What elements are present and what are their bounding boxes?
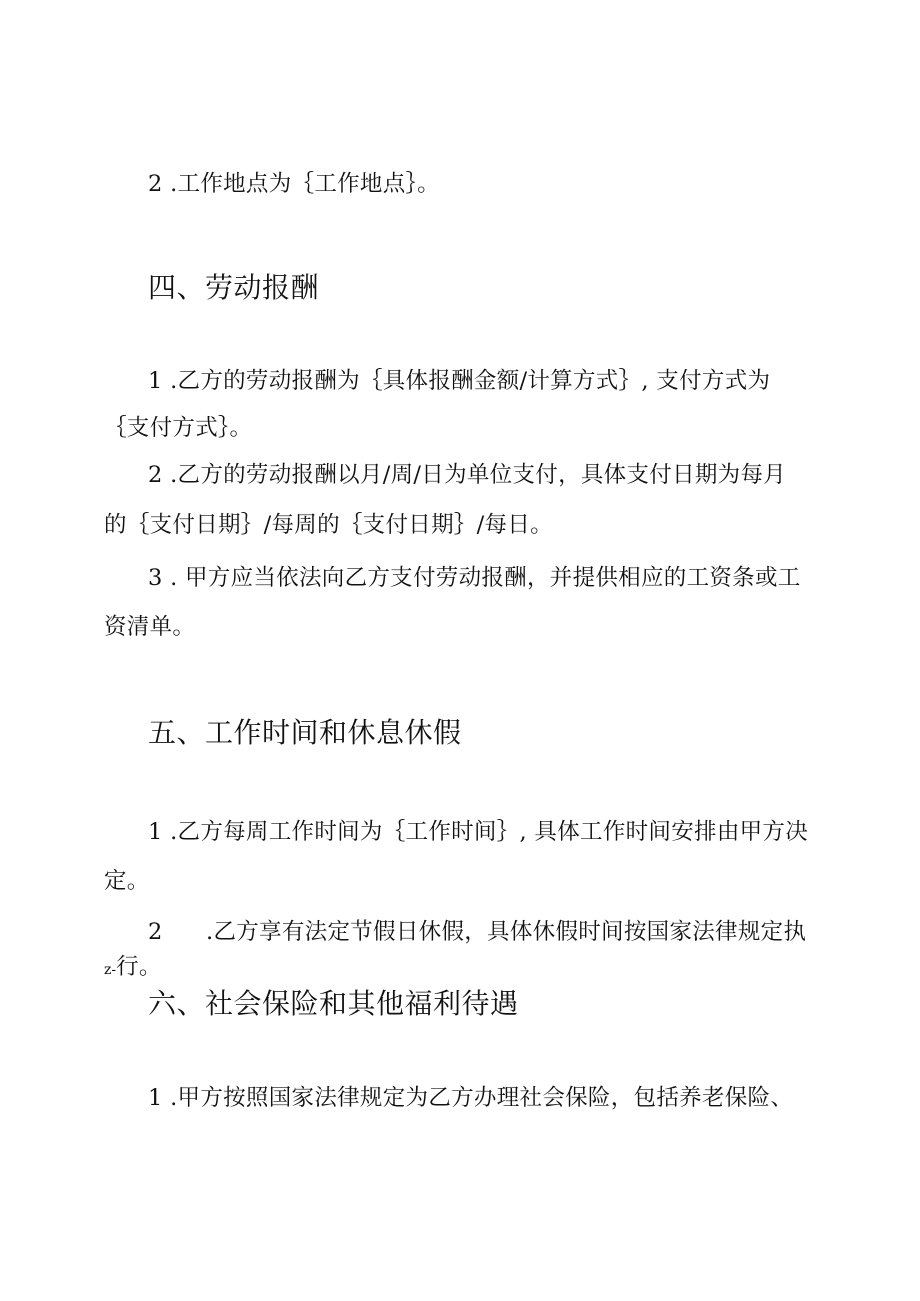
paragraph-line: 1 .甲方按照国家法律规定为乙方办理社会保险，包括养老保险、: [148, 1085, 794, 1111]
paragraph-line: .乙方享有法定节假日休假，具体休假时间按国家法律规定执: [206, 919, 807, 945]
paragraph-tail: 行。: [116, 954, 162, 980]
paragraph-line: 定。: [104, 868, 150, 894]
section-heading: 五、工作时间和休息休假: [148, 716, 462, 749]
paragraph-line: [104, 956, 162, 979]
stray-mark: z-: [104, 962, 117, 978]
paragraph-line: 3 . 甲方应当依法向乙方支付劳动报酬，并提供相应的工资条或工: [148, 565, 801, 591]
paragraph-line: 2 .工作地点为｛工作地点｝。: [148, 171, 440, 197]
section-heading: 四、劳动报酬: [148, 271, 320, 304]
paragraph-number: 2: [148, 919, 163, 945]
paragraph-line: ｛支付方式｝。: [104, 415, 253, 441]
section-heading: 六、社会保险和其他福利待遇: [148, 987, 519, 1020]
paragraph-line: 的｛支付日期｝/每周的｛支付日期｝/每日。: [104, 512, 553, 538]
paragraph-line: 1 .乙方每周工作时间为｛工作时间｝, 具体工作时间安排由甲方决: [148, 819, 809, 845]
paragraph-line: 资清单。: [104, 614, 196, 640]
paragraph-line: 1 .乙方的劳动报酬为｛具体报酬金额/计算方式｝, 支付方式为: [148, 368, 771, 394]
paragraph-line: 2 .乙方的劳动报酬以月/周/日为单位支付，具体支付日期为每月: [148, 462, 787, 488]
